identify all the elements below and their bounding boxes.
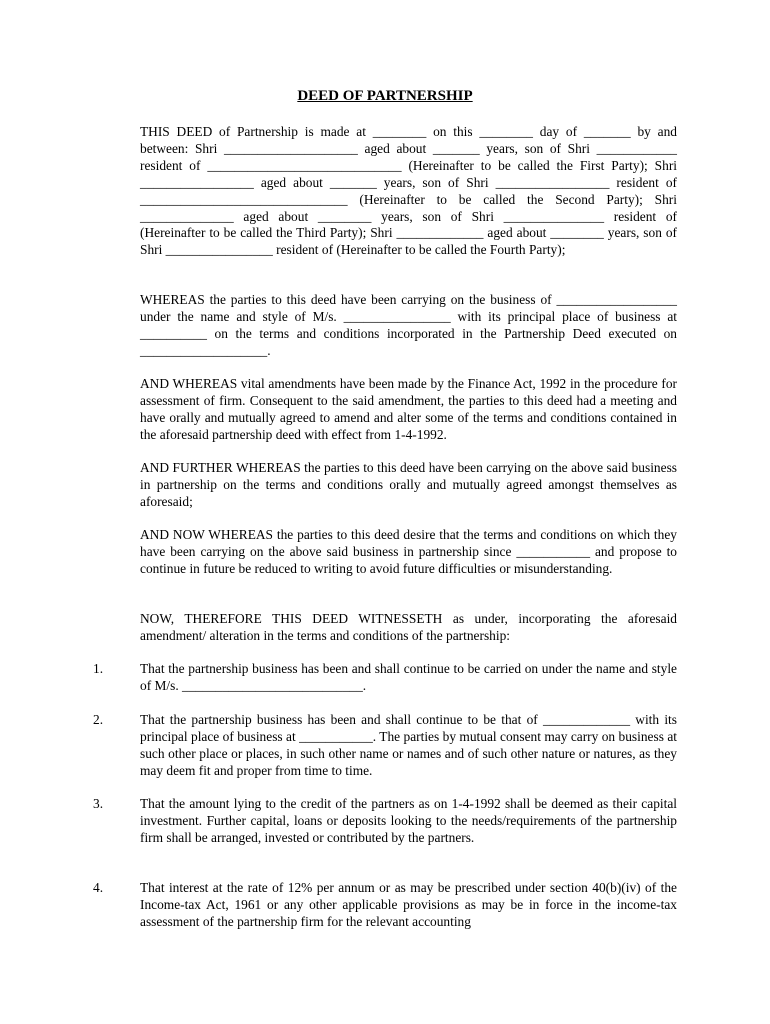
clause-item [93,880,677,931]
clause-text: That the partnership business has been and shall continue to be carried on under the name and style of M/s. ___________________________. [140,661,677,693]
clause-item [93,712,677,780]
paragraph-text: THIS DEED of Partnership is made at ________ on this ________ day of _______ by and between: Shri ____________________ aged about _______ years, son of Shri ____________ resident of _____________________________ (Hereinafter to be called the First Party); Shri _________________ aged about _______ years, son of Shri _________________ resident of _______________________________ (Hereinafter to be called the Second Party); Shri ______________ aged about ________ years, son of Shri _______________ resident of (Hereinafter to be called the Third Party); Shri _____________ aged about ________ years, son of Shri ________________ resident of (Hereinafter to be called the Fourth Party); [140,124,677,258]
paragraph-text: AND WHEREAS vital amendments have been made by the Finance Act, 1992 in the procedure for assessment of firm. Consequent to the said amendment, the parties to this deed had a meeting and have orally and mutually agreed to amend and alter some of the terms and conditions contained in the aforesaid partnership deed with effect from 1-4-1992. [140,376,677,442]
clause-item [93,796,677,847]
clause-text: That interest at the rate of 12% per annum or as may be prescribed under section 40(b)(iv) of the Income-tax Act, 1961 or any other applicable provisions as may be in force in the income-tax assessment of the partnership firm for the relevant accounting [140,880,677,929]
clause-text: That the amount lying to the credit of the partners as on 1-4-1992 shall be deemed as their capital investment. Further capital, loans or deposits looking to the needs/requirements of the partnership firm shall be arranged, invested or contributed by the partners. [140,796,677,845]
and-now-whereas-paragraph [93,527,677,578]
clause-number: 4. [93,880,104,895]
clause-number: 2. [93,712,104,727]
preamble-paragraph [93,124,677,259]
paragraph-text: NOW, THEREFORE THIS DEED WITNESSETH as under, incorporating the aforesaid amendment/ alteration in the terms and conditions of the partnership: [140,611,677,643]
clause-number: 3. [93,796,104,811]
and-further-whereas-paragraph [93,460,677,511]
clause-number: 1. [93,661,104,676]
witnesseth-paragraph [93,611,677,645]
clause-item [93,661,677,695]
and-whereas-paragraph [93,376,677,444]
whereas-paragraph [93,292,677,360]
paragraph-text: WHEREAS the parties to this deed have been carrying on the business of __________________ under the name and style of M/s. ________________ with its principal place of business at __________ on the terms and conditions incorporated in the Partnership Deed executed on ___________________. [140,292,677,358]
paragraph-text: AND NOW WHEREAS the parties to this deed desire that the terms and conditions on which they have been carrying on the above said business in partnership since ___________ and propose to continue in future be reduced to writing to avoid future difficulties or misunderstanding. [140,527,677,576]
document-title: DEED OF PARTNERSHIP [297,88,473,104]
paragraph-text: AND FURTHER WHEREAS the parties to this deed have been carrying on the above said business in partnership on the terms and conditions orally and mutually agreed amongst themselves as aforesaid; [140,460,677,509]
clause-text: That the partnership business has been and shall continue to be that of _____________ with its principal place of business at ___________. The parties by mutual consent may carry on business at such other place or places, in such other name or names and of such other nature or natures, as they may deem fit and proper from time to time. [140,712,677,778]
